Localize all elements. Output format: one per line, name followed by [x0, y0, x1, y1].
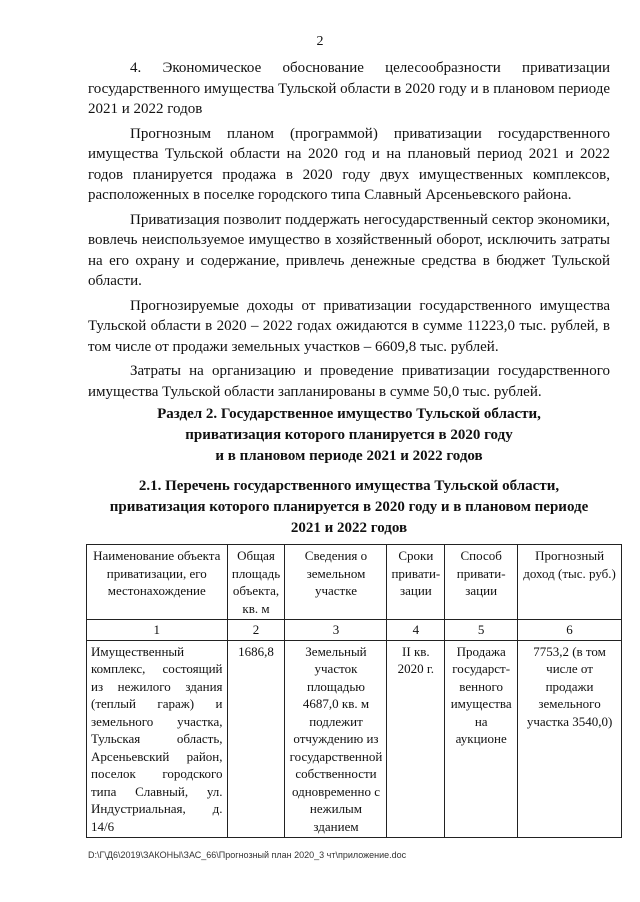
table-header-row [87, 545, 622, 620]
subsection-title-line: 2.1. Перечень государственного имущества Тульской области, [138, 478, 560, 494]
column-number: 6 [518, 620, 622, 641]
header-object-name: Наименование объекта приватизации, его местонахождение [87, 545, 228, 620]
body-text [88, 58, 610, 406]
cell-area: 1686,8 [227, 640, 285, 838]
page-number: 2 [316, 34, 324, 49]
column-number: 3 [285, 620, 387, 641]
subsection-title-line: 2021 и 2022 годов [290, 520, 408, 536]
cell-land-info: Земельный участок площадью 4687,0 кв. м подлежит отчуждению из государственной собственности одновременно с нежилым зданием [285, 640, 387, 838]
section-title-line: Раздел 2. Государственное имущество Тульской области, [157, 406, 541, 422]
header-land-info: Сведения о земельном участке [285, 545, 387, 620]
cell-method: Продажа государст-венного имущества на аукционе [445, 640, 518, 838]
paragraph-expected-income: Прогнозируемые доходы от приватизации государственного имущества Тульской области в 2020 – 2022 годах ожидаются в сумме 11223,0 тыс. рублей, в том числе от продажи земельных участков – 6609,8 тыс. рублей. [88, 297, 610, 355]
table-row [87, 640, 622, 838]
cell-object-name: Имущественный комплекс, состоящий из нежилого здания (теплый гараж) и земельного участка, Тульская область, Арсеньевский район, поселок городского типа Славный, ул. Индустриальная, д. 14/6 [87, 640, 228, 838]
section-title-line: приватизация которого планируется в 2020 году [185, 427, 513, 443]
header-privatization-method: Способ привати-зации [445, 545, 518, 620]
section-title-line: и в плановом периоде 2021 и 2022 годов [215, 448, 483, 464]
cell-income: 7753,2 (в том числе от продажи земельного участка 3540,0) [518, 640, 622, 838]
header-total-area: Общая площадь объекта, кв. м [227, 545, 285, 620]
column-number: 1 [87, 620, 228, 641]
privatization-objects-table [86, 544, 622, 838]
cell-term: II кв. 2020 г. [387, 640, 445, 838]
column-number: 5 [445, 620, 518, 641]
header-forecast-income: Прогнозный доход (тыс. руб.) [518, 545, 622, 620]
paragraph-forecast-plan: Прогнозным планом (программой) приватизации государственного имущества Тульской области на 2020 год и на плановый период 2021 и 2022 годов планируется продажа в 2020 году двух имущественных комплексов, расположенных в поселке городского типа Славный Арсеньевского района. [88, 125, 610, 203]
footer-file-path: D:\Г\Д6\2019\ЗАКОНЫ\ЗАС_66\Прогнозный план 2020_3 чт\приложение.doc [88, 850, 407, 860]
column-number-row [87, 620, 622, 641]
subsection-title [88, 476, 610, 539]
column-number: 2 [227, 620, 285, 641]
column-number: 4 [387, 620, 445, 641]
section-title [88, 404, 610, 467]
subsection-title-line: приватизация которого планируется в 2020 году и в плановом периоде [109, 499, 589, 515]
paragraph-privatization-benefits: Приватизация позволит поддержать негосударственный сектор экономики, вовлечь неиспользуемое имущество в хозяйственный оборот, исключить затраты на его охрану и содержание, привлечь денежные средства в бюджет Тульской области. [88, 211, 610, 289]
paragraph-costs: Затраты на организацию и проведение приватизации государственного имущества Тульской области запланированы в сумме 50,0 тыс. рублей. [88, 363, 610, 400]
paragraph-economic-justification: 4. Экономическое обоснование целесообразности приватизации государственного имущества Тульской области в 2020 году и в плановом периоде 2021 и 2022 годов [88, 60, 610, 117]
header-privatization-term: Сроки привати-зации [387, 545, 445, 620]
